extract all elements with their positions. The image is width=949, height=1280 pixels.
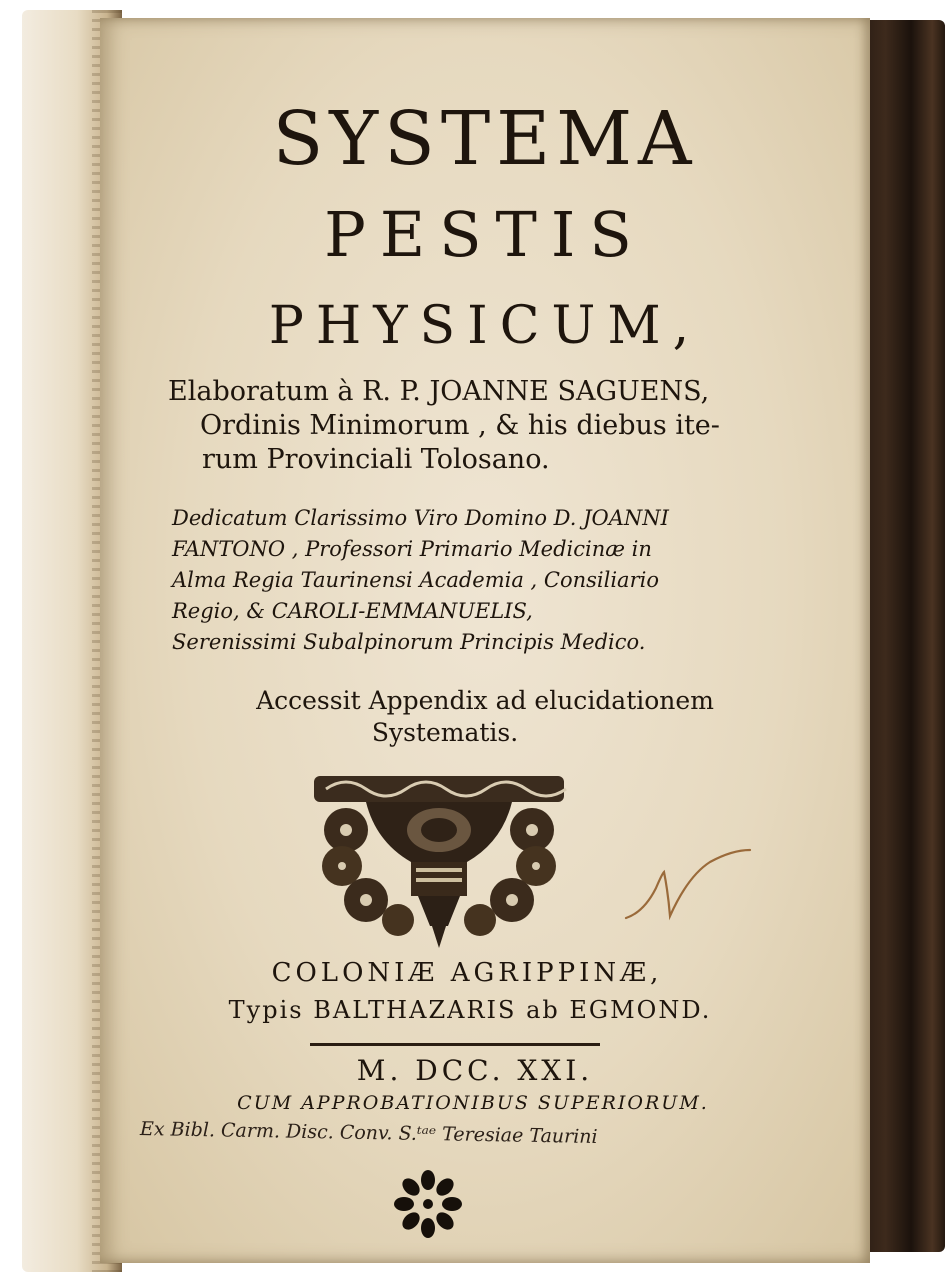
appendix-line-1: Accessit Appendix ad elucidationem — [256, 686, 714, 715]
fleuron-icon — [392, 1168, 464, 1240]
dedication-line-5: Serenissimi Subalpinorum Principis Medico. — [172, 630, 646, 654]
imprint-place: COLONIÆ AGRIPPINÆ, — [271, 958, 663, 988]
author-line-1: Elaboratum à R. P. JOANNE SAGUENS, — [168, 376, 710, 407]
dedication-line-4: Regio, & CAROLI-EMMANUELIS, — [172, 599, 533, 623]
dedication-line-3: Alma Regia Taurinensi Academia , Consiliario — [172, 568, 659, 592]
dedication-line-1: Dedicatum Clarissimo Viro Domino D. JOANNI — [172, 506, 669, 530]
title-line-2: PESTIS — [324, 198, 646, 271]
author-line-3: rum Provinciali Tolosano. — [202, 444, 550, 475]
floral-vase-ornament-icon — [306, 770, 572, 952]
imprint-rule — [310, 1043, 600, 1046]
title-line-3: PHYSICUM, — [268, 296, 702, 356]
appendix-line-2: Systematis. — [371, 718, 519, 747]
manuscript-ownership-note: Ex Bibl. Carm. Disc. Conv. S.ᵗᵃᵉ Teresiae Taurini — [139, 1118, 598, 1148]
imprint-printer: Typis BALTHAZARIS ab EGMOND. — [228, 996, 712, 1024]
title-line-1: SYSTEMA — [272, 96, 698, 182]
dedication-line-2: FANTONO , Professori Primario Medicinæ in — [172, 537, 652, 561]
author-line-2: Ordinis Minimorum , & his diebus ite- — [200, 410, 720, 441]
imprint-approbation: CUM APPROBATIONIBUS SUPERIORUM. — [237, 1092, 709, 1114]
imprint-year: M. DCC. XXI. — [356, 1054, 594, 1087]
title-page — [100, 18, 870, 1263]
pencil-initial-n-icon — [620, 848, 760, 928]
